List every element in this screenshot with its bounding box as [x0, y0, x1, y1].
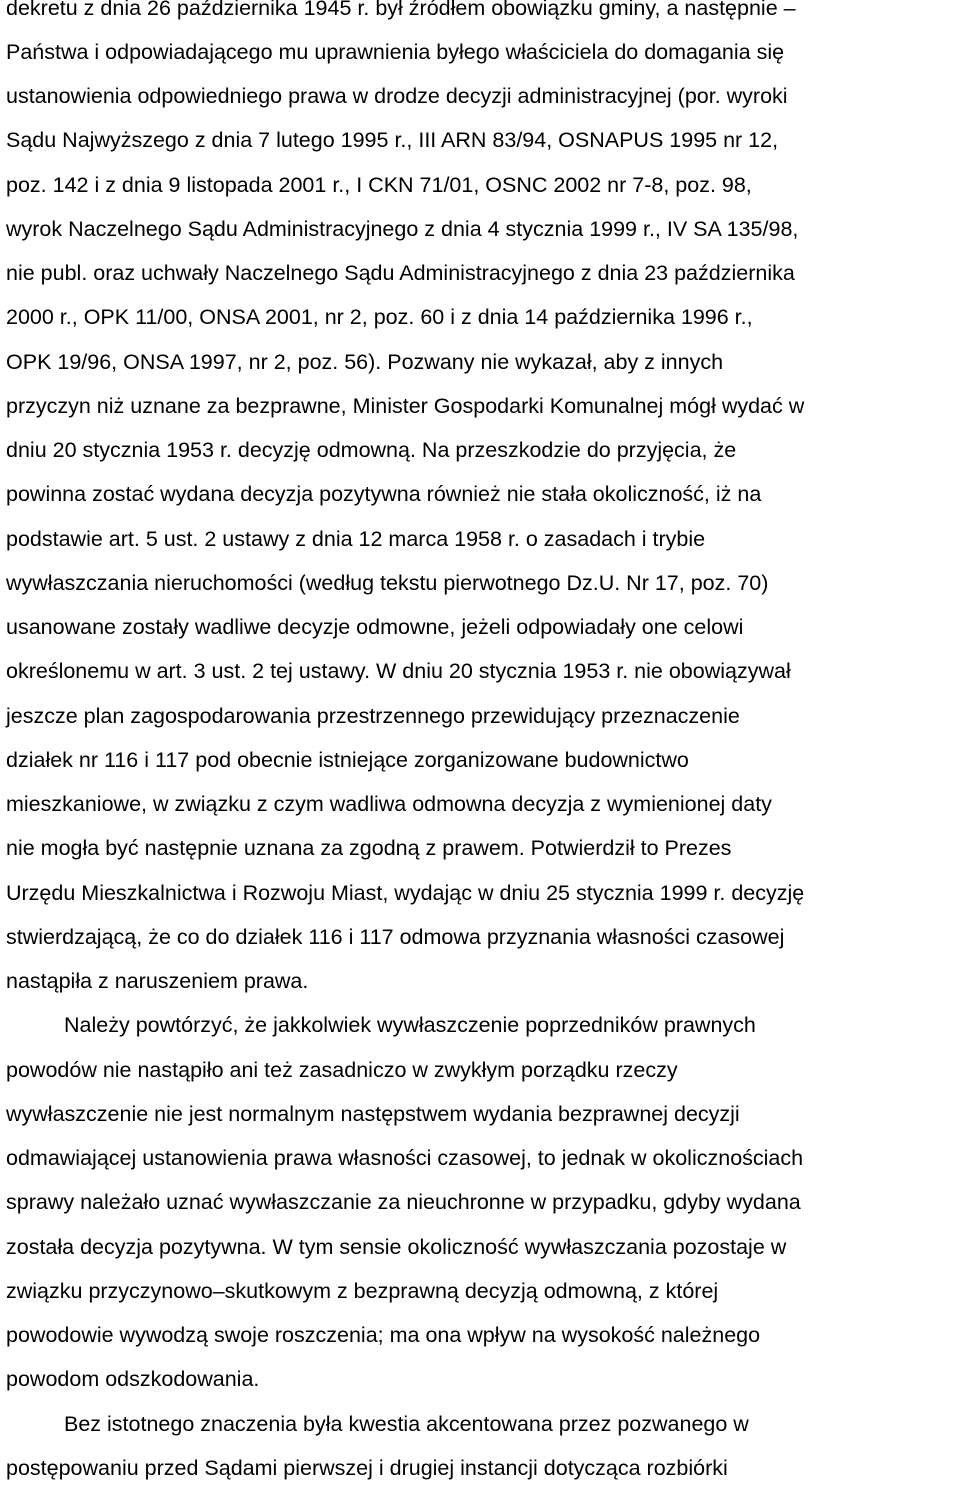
text-line: wywłaszczenie nie jest normalnym następstwem wydania bezprawnej decyzji	[6, 1102, 740, 1126]
text-line: wywłaszczania nieruchomości (według tekstu pierwotnego Dz.U. Nr 17, poz. 70)	[6, 571, 769, 595]
paragraph-first-line: Należy powtórzyć, że jakkolwiek wywłaszczenie poprzedników prawnych	[64, 1013, 756, 1037]
text-line: Państwa i odpowiadającego mu uprawnienia byłego właściciela do domagania się	[6, 40, 785, 64]
text-line: powodów nie nastąpiło ani też zasadniczo w zwykłym porządku rzeczy	[6, 1058, 678, 1082]
paragraph-first-line: Bez istotnego znaczenia była kwestia akcentowana przez pozwanego w	[64, 1412, 749, 1436]
text-line: OPK 19/96, ONSA 1997, nr 2, poz. 56). Pozwany nie wykazał, aby z innych	[6, 350, 724, 374]
text-line: 2000 r., OPK 11/00, ONSA 2001, nr 2, poz. 60 i z dnia 14 października 1996 r.,	[6, 305, 753, 329]
text-line: mieszkaniowe, w związku z czym wadliwa odmowna decyzja z wymienionej daty	[6, 792, 772, 816]
text-line: została decyzja pozytywna. W tym sensie okoliczność wywłaszczania pozostaje w	[6, 1235, 787, 1259]
text-line: działek nr 116 i 117 pod obecnie istniejące zorganizowane budownictwo	[6, 748, 689, 772]
text-line: podstawie art. 5 ust. 2 ustawy z dnia 12 marca 1958 r. o zasadach i trybie	[6, 527, 706, 551]
text-line: powodowie wywodzą swoje roszczenia; ma ona wpływ na wysokość należnego	[6, 1323, 761, 1347]
text-line: postępowaniu przed Sądami pierwszej i drugiej instancji dotycząca rozbiórki	[6, 1456, 728, 1480]
text-line: ustanowienia odpowiedniego prawa w drodze decyzji administracyjnej (por. wyroki	[6, 84, 788, 108]
text-line: powinna zostać wydana decyzja pozytywna również nie stała okoliczność, iż na	[6, 482, 762, 506]
text-line: dniu 20 stycznia 1953 r. decyzję odmowną. Na przeszkodzie do przyjęcia, że	[6, 438, 737, 462]
text-line: nie publ. oraz uchwały Naczelnego Sądu Administracyjnego z dnia 23 października	[6, 261, 795, 285]
text-line: dekretu z dnia 26 października 1945 r. był źródłem obowiązku gminy, a następnie –	[6, 0, 796, 20]
text-line: przyczyn niż uznane za bezprawne, Minister Gospodarki Komunalnej mógł wydać w	[6, 394, 805, 418]
text-line: wyrok Naczelnego Sądu Administracyjnego z dnia 4 stycznia 1999 r., IV SA 135/98,	[6, 217, 799, 241]
text-line: sprawy należało uznać wywłaszczanie za nieuchronne w przypadku, gdyby wydana	[6, 1190, 801, 1214]
text-line: powodom odszkodowania.	[6, 1367, 260, 1391]
text-line: związku przyczynowo–skutkowym z bezprawną decyzją odmowną, z której	[6, 1279, 719, 1303]
text-line: Sądu Najwyższego z dnia 7 lutego 1995 r., III ARN 83/94, OSNAPUS 1995 nr 12,	[6, 128, 779, 152]
text-line: nastąpiła z naruszeniem prawa.	[6, 969, 309, 993]
text-line: jeszcze plan zagospodarowania przestrzennego przewidujący przeznaczenie	[6, 704, 740, 728]
text-line: odmawiającej ustanowienia prawa własności czasowej, to jednak w okolicznościach	[6, 1146, 804, 1170]
text-line: usanowane zostały wadliwe decyzje odmowne, jeżeli odpowiadały one celowi	[6, 615, 744, 639]
text-line: poz. 142 i z dnia 9 listopada 2001 r., I CKN 71/01, OSNC 2002 nr 7-8, poz. 98,	[6, 173, 752, 197]
text-line: określonemu w art. 3 ust. 2 tej ustawy. W dniu 20 stycznia 1953 r. nie obowiązywał	[6, 659, 791, 683]
text-line: nie mogła być następnie uznana za zgodną z prawem. Potwierdził to Prezes	[6, 836, 732, 860]
text-line: stwierdzającą, że co do działek 116 i 117 odmowa przyznania własności czasowej	[6, 925, 785, 949]
text-line: Urzędu Mieszkalnictwa i Rozwoju Miast, wydając w dniu 25 stycznia 1999 r. decyzję	[6, 881, 805, 905]
